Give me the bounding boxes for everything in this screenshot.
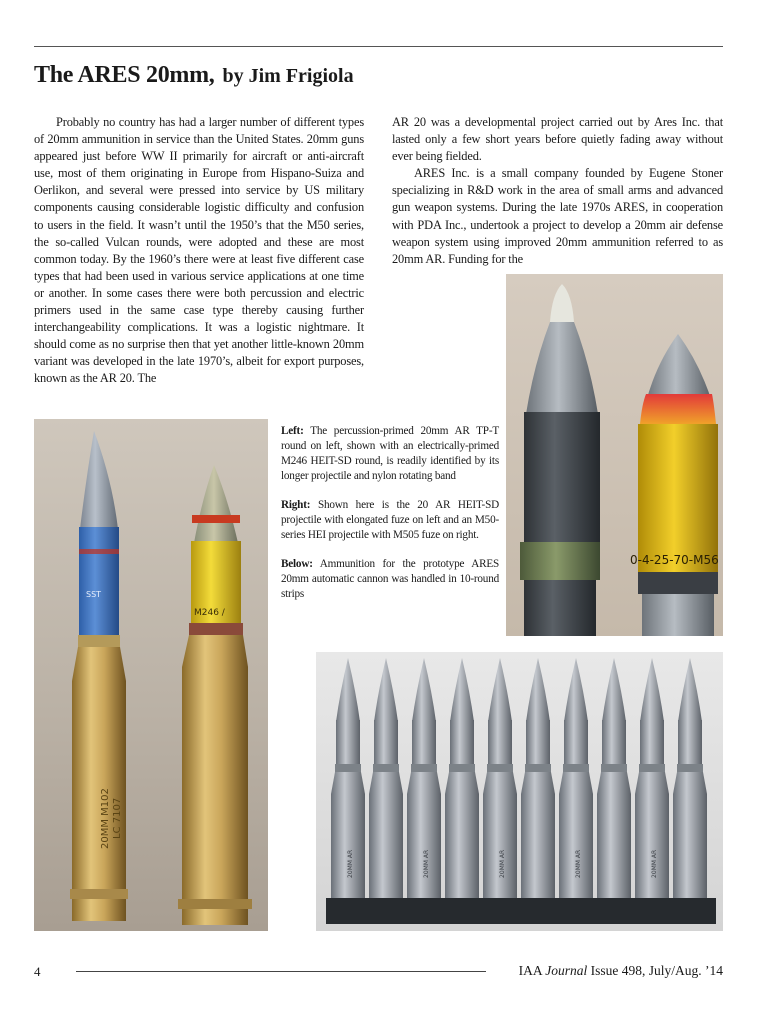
body-paragraph: Probably no country has had a larger number of different types of 20mm ammunition in service than the United States. 20mm guns appeared just before WW II primarily for aircraft or anti-aircraft use, most of them originating in Europe from Hispano-Suiza and Oerlikon, and several were pressed into service by US military components causing considerable logistic difficulty and confusion to users in the field. It wasn’t until the 1950’s that the M50 series, the so-called Vulcan rounds, were adopted and these are most common today. By the 1960’s there were at least five different case types that had been used in various service applications at one time or another. In some cases there were both percussion and electric primers used in the same case type thereby causing further interchangeability complications. It was a logistic nightmare. It should come as no surprise then that yet another little-known 20mm variant was developed in the late 1970’s, albeit for export purposes, known as the AR 20. The bbox=[34, 115, 364, 386]
caption-below bbox=[281, 557, 499, 602]
byline: by Jim Frigiola bbox=[222, 65, 354, 87]
strip-case-marking: 20MM AR bbox=[651, 849, 658, 878]
journal-prefix: IAA bbox=[518, 963, 546, 978]
cartridges-illustration bbox=[34, 419, 268, 931]
caption-label: Left: bbox=[281, 425, 304, 437]
strip-cartridge bbox=[673, 658, 707, 898]
strip-cartridge bbox=[559, 658, 593, 898]
band-marking: M246 / bbox=[194, 608, 225, 618]
caption-left bbox=[281, 424, 499, 484]
strip-case-marking: 20MM AR bbox=[499, 849, 506, 878]
projectile-nose bbox=[80, 431, 118, 529]
strip-cartridge bbox=[331, 658, 365, 898]
ammunition-strip-illustration bbox=[316, 652, 723, 931]
cartridge-case bbox=[72, 647, 126, 889]
body-column-left bbox=[34, 114, 364, 388]
photo-two-projectiles bbox=[506, 274, 723, 636]
caption-text: Ammunition for the prototype ARES 20mm automatic cannon was handled in 10-round strips bbox=[281, 558, 499, 600]
strip-case-marking: 20MM AR bbox=[347, 849, 354, 878]
title-text: The ARES 20mm, bbox=[34, 62, 215, 88]
article-title bbox=[34, 62, 354, 89]
strip-cartridge bbox=[635, 658, 669, 898]
strip-cartridge bbox=[521, 658, 555, 898]
strip-case-marking: 20MM AR bbox=[423, 849, 430, 878]
caption-label: Right: bbox=[281, 499, 311, 511]
strip-cartridge bbox=[597, 658, 631, 898]
projectile-nose bbox=[194, 465, 238, 543]
link-strip bbox=[326, 898, 716, 924]
caption-text: Shown here is the 20 AR HEIT-SD projectile with elongated fuze on left and an M50-series HEI projectile with M505 fuze on right. bbox=[281, 499, 499, 541]
cartridge-case bbox=[182, 635, 248, 899]
projectile-marking: SST bbox=[86, 590, 102, 599]
projectile-marking: 0-4-25-70-M56 bbox=[630, 553, 719, 567]
strip-case-marking: 20MM AR bbox=[575, 849, 582, 878]
journal-issue: Issue 498, July/Aug. ’14 bbox=[587, 963, 723, 978]
strip-cartridge bbox=[483, 658, 517, 898]
journal-name: Journal bbox=[545, 963, 588, 978]
strip-cartridge bbox=[407, 658, 441, 898]
projectiles-illustration bbox=[506, 274, 723, 636]
body-column-right bbox=[392, 114, 723, 268]
caption-text: The percussion-primed 20mm AR TP-T round on left, shown with an electrically-primed M246 HEIT-SD round, is readily identified by its longer projectile and nylon rotating band bbox=[281, 425, 499, 482]
photo-two-cartridges bbox=[34, 419, 268, 931]
strip-cartridge bbox=[445, 658, 479, 898]
projectile-body bbox=[79, 527, 119, 637]
photo-ammunition-strip bbox=[316, 652, 723, 931]
photo-captions bbox=[281, 424, 499, 616]
header-rule bbox=[34, 46, 723, 47]
lot-marking: LC 7107 bbox=[112, 797, 123, 839]
journal-footer bbox=[519, 963, 723, 979]
case-marking: 20MM M102 bbox=[100, 788, 111, 849]
caption-right bbox=[281, 498, 499, 543]
strip-cartridge bbox=[369, 658, 403, 898]
body-paragraph: ARES Inc. is a small company founded by Eugene Stoner specializing in R&D work in the area of small arms and advanced gun weapon systems. During the late 1970s ARES, in cooperation with PDA Inc., undertook a project to develop a 20mm air defense weapon system using improved 20mm ammunition referred to as 20mm AR. Funding for the bbox=[392, 166, 723, 266]
footer-rule bbox=[76, 971, 486, 972]
caption-label: Below: bbox=[281, 558, 313, 570]
page-number: 4 bbox=[34, 964, 41, 979]
body-paragraph: AR 20 was a developmental project carried out by Ares Inc. that lasted only a few short years before quietly fading away without ever being fielded. bbox=[392, 115, 723, 164]
